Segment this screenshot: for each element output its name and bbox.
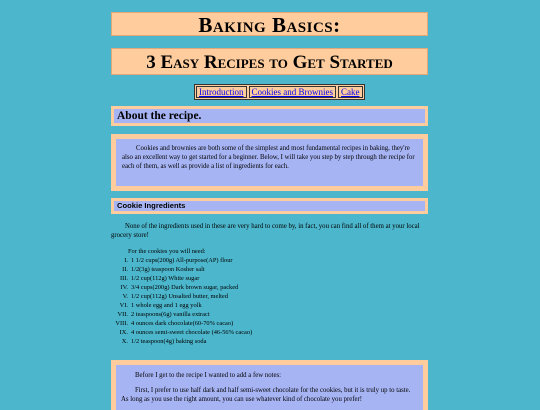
list-item-text: 4 ounces semi-sweet chocolate (46-56% cacao) <box>131 329 253 336</box>
list-item-text: 2 teaspoons(6g) vanilla extract <box>131 311 210 318</box>
notes-inner <box>116 365 423 410</box>
list-item-number: IX. <box>119 329 128 336</box>
list-item <box>111 256 252 265</box>
page-subtitle: 3 Easy Recipes to Get Started <box>111 48 428 75</box>
cookie-heading-box <box>111 198 428 214</box>
list-item <box>111 283 252 292</box>
about-text: Cookies and brownies are both some of the simplest and most fundamental recipes in baking, they're also an excellent way to get started for a beginner. Below, I will take you step by step through the recipe for each of them, as well as provide a list of ingredients for each. <box>116 139 423 186</box>
list-item-text: 1/2 cup(112g) Unsalted butter, melted <box>131 293 228 300</box>
nav-bar <box>194 84 365 100</box>
nav-link-introduction[interactable]: Introduction <box>196 86 247 98</box>
about-heading-box <box>111 106 428 126</box>
list-item <box>111 301 252 310</box>
about-panel <box>111 134 428 191</box>
list-item <box>111 310 252 319</box>
list-item-text: 1 whole egg and 1 egg yolk <box>131 302 202 309</box>
list-item <box>111 328 252 337</box>
page-title: Baking Basics: <box>111 12 428 36</box>
list-item-text: 3/4 cups(200g) Dark brown sugar, packed <box>131 284 239 291</box>
about-heading: About the recipe. <box>114 109 425 123</box>
list-item <box>111 337 252 346</box>
notes-paragraph-2: First, I prefer to use half dark and half semi-sweet chocolate for the cookies, but it is truly up to taste. As long as you use the right amount, you can use whatever kind of chocolate you prefer! <box>121 387 411 403</box>
list-item-number: VIII. <box>115 320 128 327</box>
list-item <box>111 319 252 328</box>
list-item <box>111 265 252 274</box>
list-item-number: I. <box>124 257 128 264</box>
list-item <box>111 292 252 301</box>
list-item-text: 4 ounces dark chocolate(60-70% cacao) <box>131 320 234 327</box>
list-item-number: VI. <box>119 302 128 309</box>
list-item-text: 1 1/2 cups(200g) All-purpose(AP) flour <box>131 257 233 264</box>
nav-link-cookies-and-brownies[interactable]: Cookies and Brownies <box>249 86 337 98</box>
list-item-text: 1/2(3g) teaspoon Kosher salt <box>131 266 205 273</box>
notes-paragraph-1: Before I get to the recipe I wanted to add a few notes: <box>135 372 282 379</box>
ingredients-list-title: For the cookies you will need: <box>128 248 206 255</box>
list-item-number: III. <box>120 275 128 282</box>
list-item-number: II. <box>122 266 128 273</box>
nav-link-cake[interactable]: Cake <box>338 86 363 98</box>
cookie-heading: Cookie Ingredients <box>114 201 425 211</box>
list-item-number: V. <box>122 293 128 300</box>
cookie-intro: None of the ingredients used in these are very hard to come by, in fact, you can find all of them at your local grocery store! <box>111 223 420 239</box>
list-item-text: 1/2 cup(112g) White sugar <box>131 275 200 282</box>
notes-panel <box>111 360 428 410</box>
ingredients-list <box>111 256 252 346</box>
list-item <box>111 274 252 283</box>
list-item-number: IV. <box>120 284 128 291</box>
list-item-text: 1/2 teaspoon(4g) baking soda <box>131 338 207 345</box>
list-item-number: VII. <box>117 311 128 318</box>
list-item-number: X. <box>121 338 128 345</box>
